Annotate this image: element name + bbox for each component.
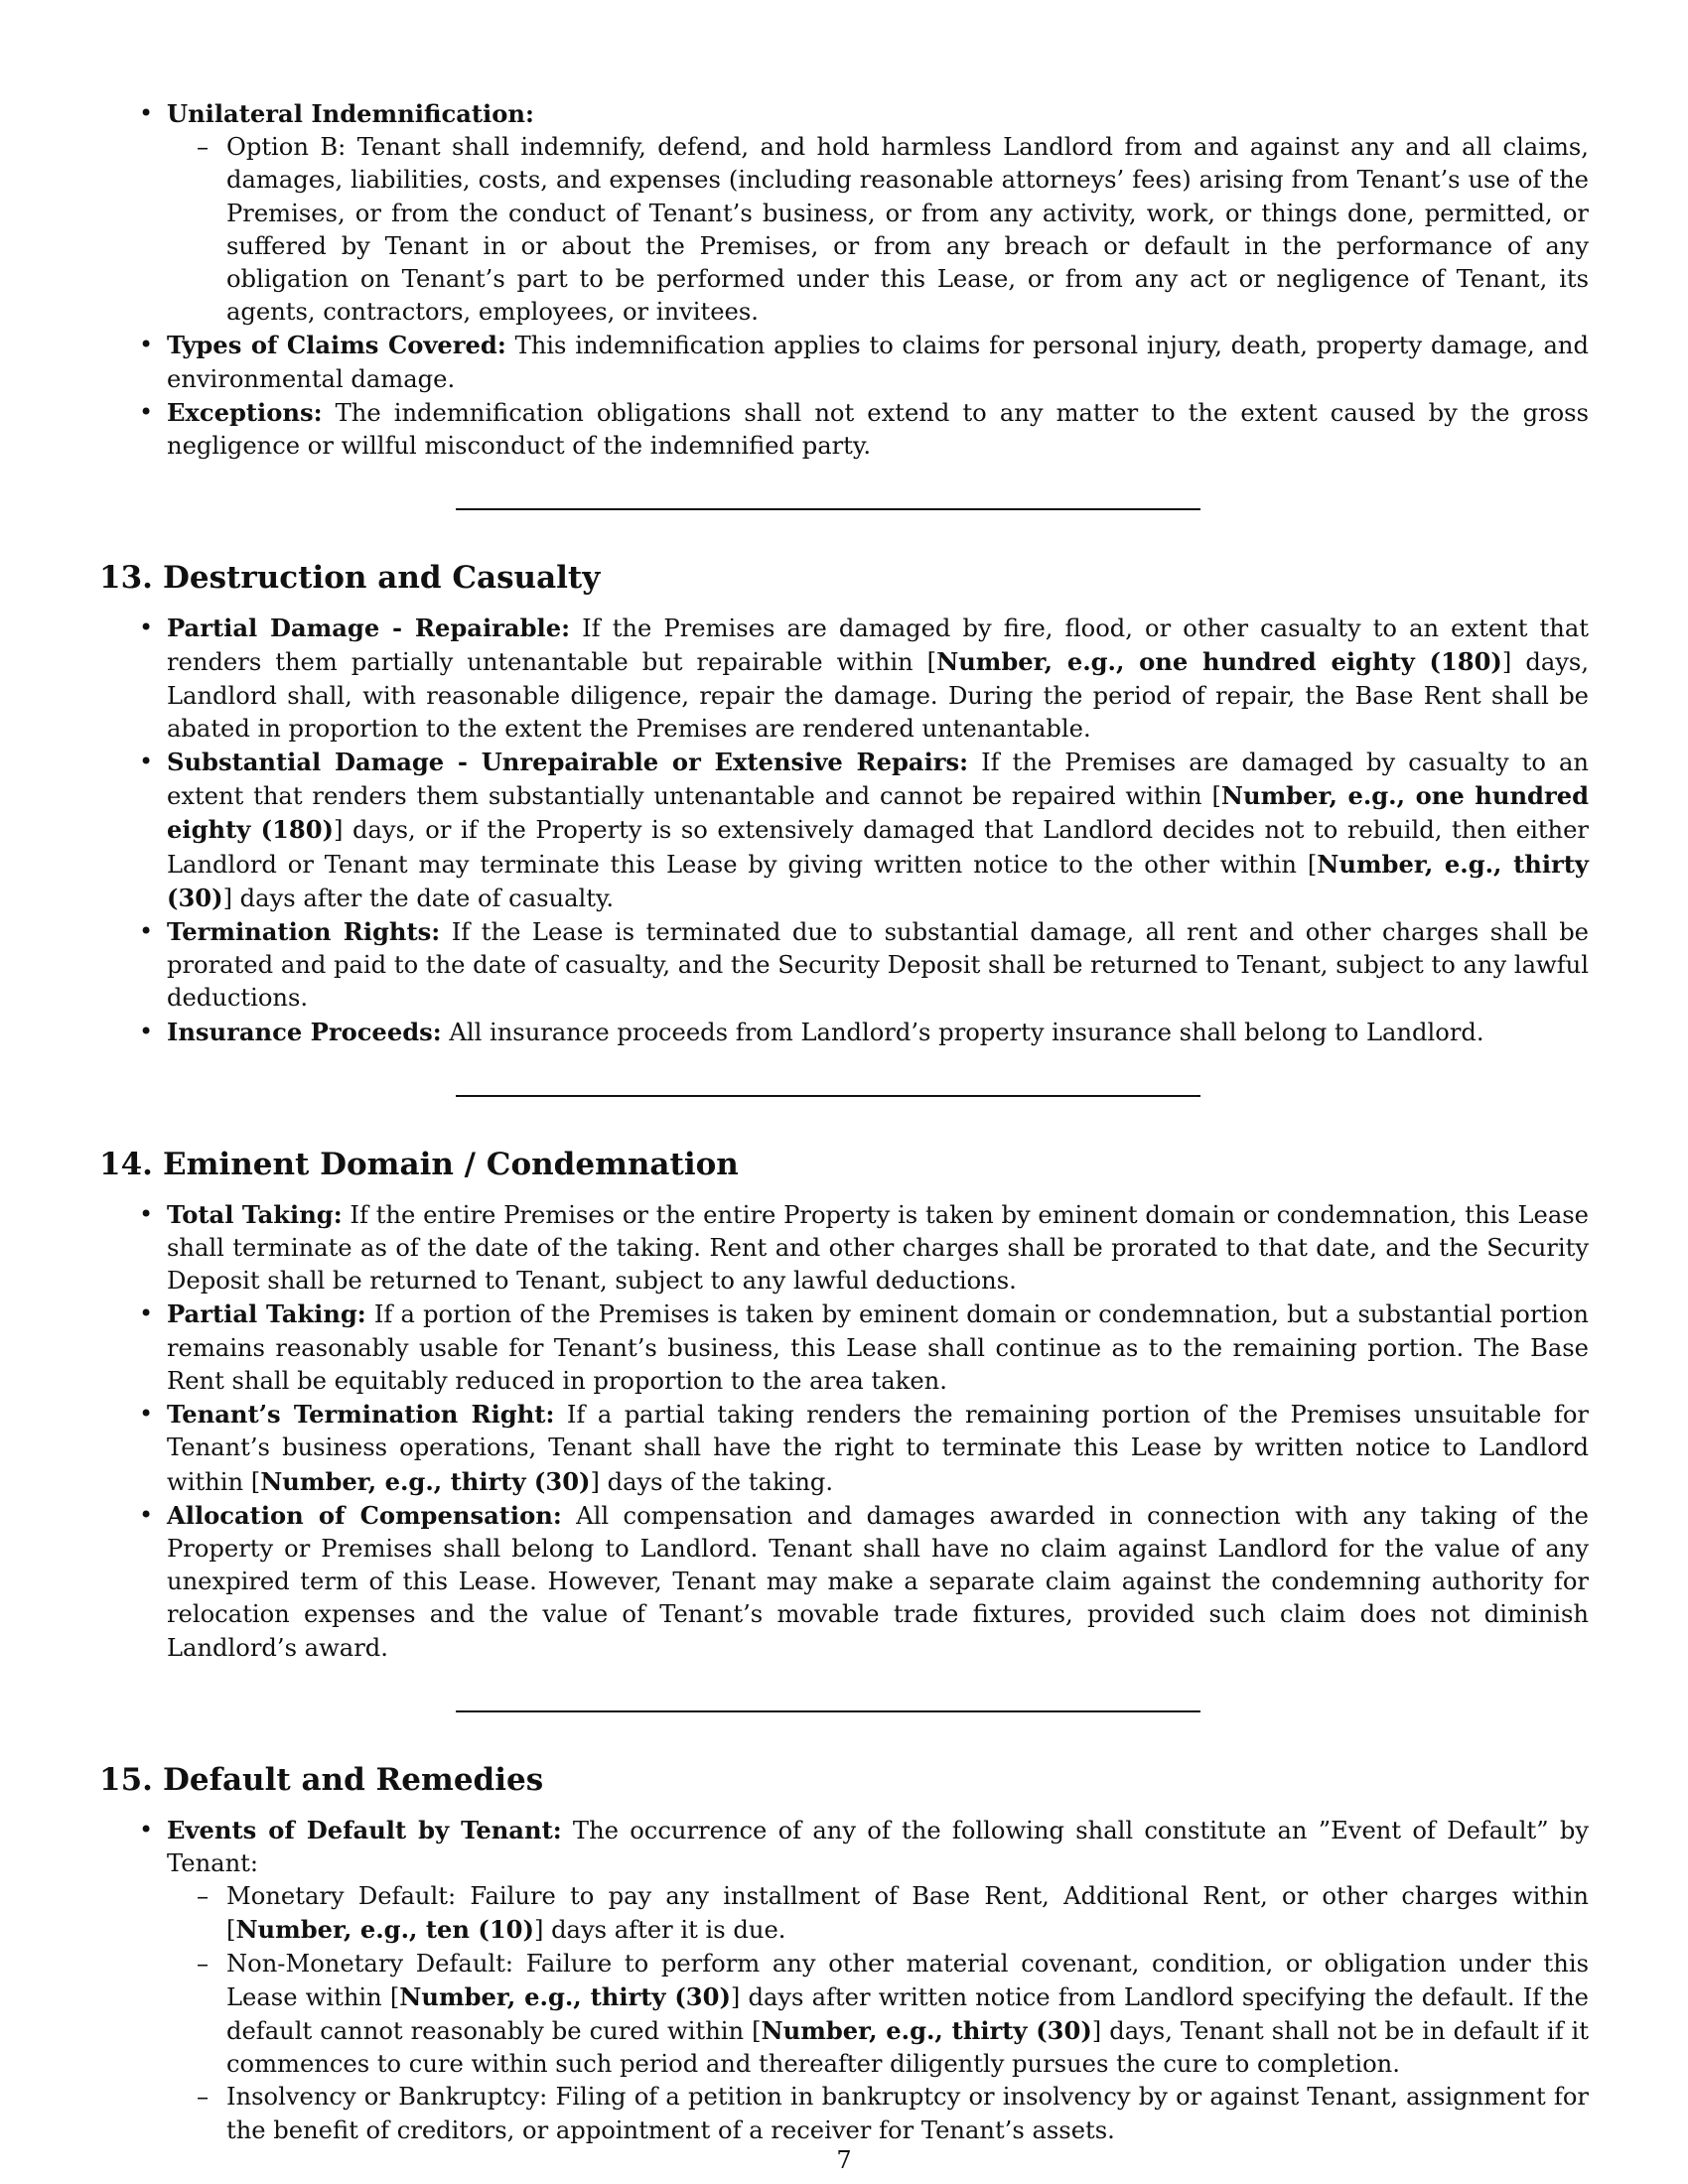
section-title: Eminent Domain / Condemnation (163, 1146, 739, 1182)
item-text: ] days of the taking. (590, 1467, 834, 1496)
item-text: All compensation and damages awarded in connection with any taking of the Property or Premises shall belong to Landlord. Tenant shall have no claim against Landlord for the value of any unexpired term of this Lease. However, Tenant may make a separate claim against the condemning authority for relocation expenses and the value of Tenant’s movable trade fixtures, provided such claim does not diminish Landlord’s award. (167, 1501, 1589, 1662)
placeholder-value: Number, e.g., one hundred eighty (180) (167, 781, 1589, 845)
casualty-list (167, 612, 1589, 1049)
item-label: Exceptions: (167, 397, 323, 427)
item-text: If the Lease is terminated due to substantial damage, all rent and other charges shall be prorated and paid to the date of casualty, and the Security Deposit shall be returned to Tenant, subject to any lawful deductions. (167, 918, 1589, 1013)
default-list (167, 1814, 1589, 2147)
item-label: Unilateral Indemnification: (167, 99, 534, 128)
item-label: Tenant’s Termination Right: (167, 1400, 555, 1430)
list-item (167, 746, 1589, 915)
item-text: ] days after the date of casualty. (222, 884, 615, 912)
item-text: This indemnification applies to claims for personal injury, death, property damage, and environmental damage. (167, 332, 1589, 393)
section-heading (99, 1760, 1589, 1800)
indemnification-list (167, 97, 1589, 463)
sub-list-item: – Option B: Tenant shall indemnify, defend, and hold harmless Landlord from and against any and all claims, damages, liabilities, costs, and expenses (including reasonable attorneys’ fees) arising from Tenant’s use of the Premises, or from the conduct of Tenant’s business, or from any activity, work, or things done, permitted, or suffered by Tenant in or about the Premises, or from any breach or default in the performance of any obligation on Tenant’s part to be performed under this Lease, or from any act or negligence of Tenant, its agents, contractors, employees, or invitees. (226, 131, 1589, 329)
item-text: ] days, Tenant shall not be in default if it commences to cure within such period and thereafter diligently pursues the cure to completion. (226, 2016, 1589, 2079)
item-text: Non-Monetary Default: Failure to perform any other material covenant, condition, or obligation under this Lease within [ (226, 1949, 1589, 2011)
list-item (167, 1198, 1589, 1298)
item-label: Termination Rights: (167, 917, 441, 947)
eminent-domain-list (167, 1198, 1589, 1665)
section-title: Destruction and Casualty (163, 560, 601, 597)
list-item (167, 97, 1589, 329)
list-item (167, 329, 1589, 395)
list-item (167, 1297, 1589, 1398)
sub-list-item (226, 1948, 1589, 2082)
sub-list (167, 131, 1589, 329)
item-label: Total Taking: (167, 1199, 343, 1229)
section-divider (456, 1095, 1200, 1097)
item-label: Events of Default by Tenant: (167, 1815, 562, 1844)
placeholder-value: Number, e.g., one hundred eighty (180) (936, 647, 1502, 677)
placeholder-value: Number, e.g., thirty (30) (399, 1981, 731, 2011)
item-text: If a portion of the Premises is taken by eminent domain or condemnation, but a substantial portion remains reasonably usable for Tenant’s business, this Lease shall continue as to the remaining portion. The Base Rent shall be equitably reduced in proportion to the area taken. (167, 1300, 1590, 1395)
list-item (167, 612, 1589, 746)
item-text: Insolvency or Bankruptcy: Filing of a petition in bankruptcy or insolvency by or against Tenant, assignment for the benefit of creditors, or appointment of a receiver for Tenant’s assets. (226, 2083, 1589, 2144)
item-label: Allocation of Compensation: (167, 1500, 562, 1530)
item-label: Substantial Damage - Unrepairable or Extensive Repairs: (167, 748, 969, 777)
item-text: ] days, Landlord shall, with reasonable diligence, repair the damage. During the period of repair, the Base Rent shall be abated in proportion to the extent the Premises are rendered untenantable. (167, 648, 1590, 743)
item-text: The occurrence of any of the following shall constitute an ”Event of Default” by Tenant: (167, 1816, 1589, 1877)
item-text: If the Premises are damaged by fire, flood, or other casualty to an extent that renders them partially untenantable but repairable within [ (167, 614, 1589, 677)
list-item (167, 1814, 1589, 2147)
list-item (167, 1398, 1589, 1499)
section-title: Default and Remedies (163, 1761, 544, 1798)
placeholder-value: Number, e.g., ten (10) (235, 1915, 534, 1945)
placeholder-value: Number, e.g., thirty (30) (167, 849, 1589, 912)
list-item (167, 1016, 1589, 1049)
section-divider (456, 508, 1200, 510)
item-text: ] days after written notice from Landlord specifying the default. If the default cannot reasonably be cured within [ (226, 1982, 1589, 2045)
section-number: 14. (99, 1146, 153, 1182)
item-label: Types of Claims Covered: (167, 331, 506, 360)
list-item (167, 396, 1589, 463)
section-number: 13. (99, 560, 153, 597)
item-text: Monetary Default: Failure to pay any installment of Base Rent, Additional Rent, or other charges within [ (226, 1882, 1589, 1945)
list-item (167, 1499, 1589, 1665)
placeholder-value: Number, e.g., thirty (30) (761, 2015, 1092, 2045)
section-number: 15. (99, 1761, 153, 1798)
sub-list-item (226, 2081, 1589, 2146)
item-text: All insurance proceeds from Landlord’s property insurance shall belong to Landlord. (441, 1018, 1484, 1046)
list-item (167, 915, 1589, 1016)
section-heading (99, 1145, 1589, 1184)
item-label: Partial Damage - Repairable: (167, 614, 571, 643)
section-heading (99, 558, 1589, 598)
document-page (99, 97, 1590, 2147)
sub-list (167, 1880, 1589, 2147)
item-text: If the entire Premises or the entire Property is taken by eminent domain or condemnation, this Lease shall terminate as of the date of the taking. Rent and other charges shall be prorated to that date, and the Security Deposit shall be returned to Tenant, subject to any lawful deductions. (167, 1200, 1589, 1296)
item-label: Partial Taking: (167, 1299, 366, 1329)
item-text: ] days, or if the Property is so extensively damaged that Landlord decides not to rebuild, then either Landlord or Tenant may terminate this Lease by giving written notice to the other within [ (167, 816, 1589, 879)
page-number: 7 (836, 2146, 852, 2174)
placeholder-value: Number, e.g., thirty (30) (260, 1466, 591, 1496)
sub-list-item (226, 1880, 1589, 1947)
item-text: If the Premises are damaged by casualty to an extent that renders them substantially untenantable and cannot be repaired within [ (167, 749, 1589, 811)
section-divider (456, 1710, 1200, 1712)
item-text: ] days after it is due. (533, 1916, 786, 1945)
item-text: If a partial taking renders the remaining portion of the Premises unsuitable for Tenant’s business operations, Tenant shall have the right to terminate this Lease by written notice to Landlord within [ (167, 1401, 1589, 1496)
item-text: The indemnification obligations shall not extend to any matter to the extent caused by the gross negligence or willful misconduct of the indemnified party. (167, 398, 1589, 461)
item-label: Insurance Proceeds: (167, 1017, 442, 1046)
